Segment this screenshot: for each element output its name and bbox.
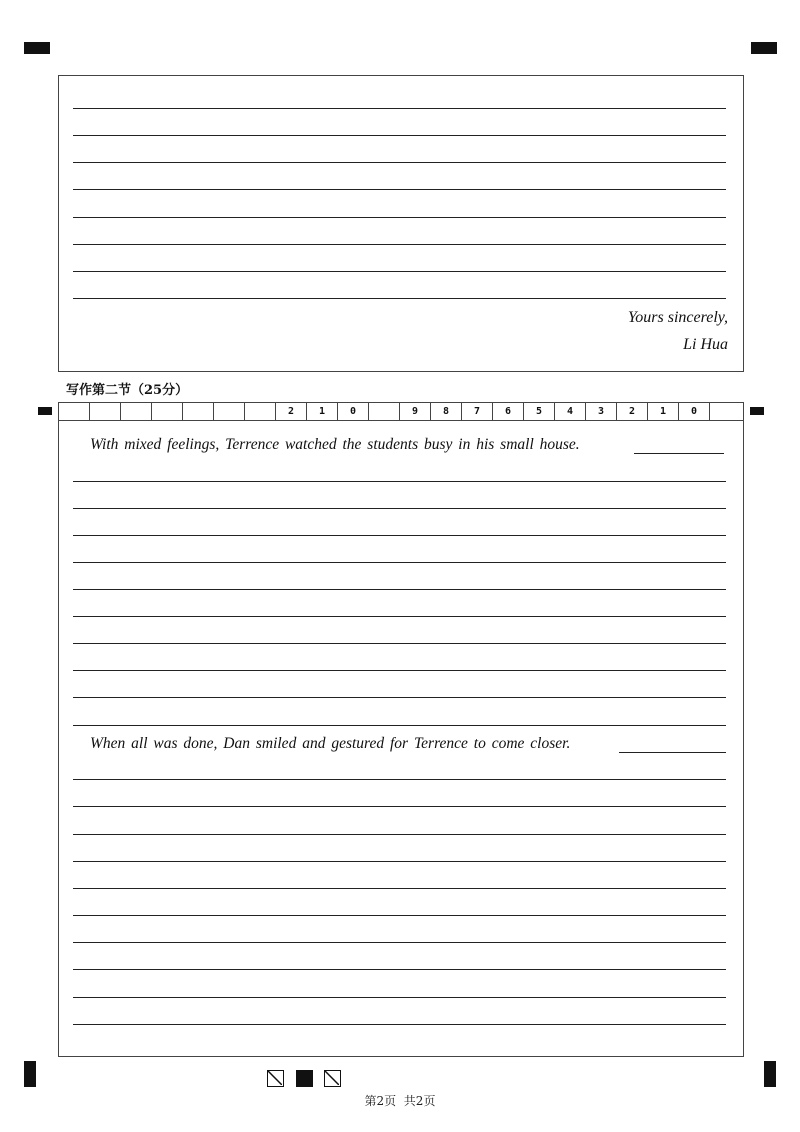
letter-closing: Yours sincerely, (627, 309, 728, 326)
score-cell[interactable]: 8 (431, 403, 462, 420)
writing-line[interactable] (73, 643, 726, 644)
score-cell[interactable] (59, 403, 90, 420)
page-code-slashed-square-icon (324, 1070, 341, 1087)
score-cell[interactable] (245, 403, 276, 420)
registration-mark-bottom-right (764, 1061, 776, 1087)
paragraph-one-prompt: With mixed feelings, Terrence watched the students busy in his small house. (90, 436, 580, 453)
writing-line[interactable] (73, 481, 726, 482)
score-cell[interactable]: 9 (400, 403, 431, 420)
writing-line[interactable] (73, 135, 726, 136)
prompt-blank-line[interactable] (634, 453, 724, 454)
score-cell[interactable] (90, 403, 121, 420)
score-cell[interactable]: 5 (524, 403, 555, 420)
writing-line[interactable] (73, 670, 726, 671)
writing-line[interactable] (73, 562, 726, 563)
score-cell[interactable] (710, 403, 743, 420)
writing-line[interactable] (73, 997, 726, 998)
registration-mark-mid-left (38, 407, 52, 415)
score-cell[interactable]: 0 (338, 403, 369, 420)
score-cell[interactable]: 3 (586, 403, 617, 420)
page-code-slashed-square-icon (267, 1070, 284, 1087)
writing-line[interactable] (73, 888, 726, 889)
writing-line[interactable] (73, 244, 726, 245)
page-code-filled-square-icon (296, 1070, 313, 1087)
writing-line[interactable] (73, 942, 726, 943)
writing-line[interactable] (73, 616, 726, 617)
score-cell[interactable]: 2 (276, 403, 307, 420)
writing-line[interactable] (73, 969, 726, 970)
writing-line[interactable] (73, 806, 726, 807)
writing-line[interactable] (73, 834, 726, 835)
score-cell[interactable] (369, 403, 400, 420)
writing-line[interactable] (73, 915, 726, 916)
score-cell[interactable]: 1 (307, 403, 338, 420)
letter-answer-box (58, 75, 744, 372)
score-cell[interactable]: 2 (617, 403, 648, 420)
writing-line[interactable] (73, 108, 726, 109)
paragraph-two-prompt: When all was done, Dan smiled and gestured for Terrence to come closer. (90, 735, 571, 752)
registration-mark-mid-right (750, 407, 764, 415)
score-cell[interactable] (183, 403, 214, 420)
section-title: 写作第二节（25分） (66, 383, 189, 398)
registration-mark-bottom-left (24, 1061, 36, 1087)
writing-line[interactable] (73, 779, 726, 780)
writing-line[interactable] (73, 725, 726, 726)
registration-mark-top-right (751, 42, 777, 54)
page-number: 第2页 共2页 (364, 1094, 436, 1108)
writing-line[interactable] (73, 217, 726, 218)
writing-line[interactable] (73, 189, 726, 190)
score-cell[interactable] (214, 403, 245, 420)
score-grid (58, 402, 744, 421)
letter-signature: Li Hua (683, 336, 728, 353)
writing-line[interactable] (73, 298, 726, 299)
score-cell[interactable]: 1 (648, 403, 679, 420)
writing-line[interactable] (73, 162, 726, 163)
writing-line[interactable] (73, 535, 726, 536)
score-cell[interactable] (152, 403, 183, 420)
writing-line[interactable] (73, 1024, 726, 1025)
score-cell[interactable]: 7 (462, 403, 493, 420)
writing-line[interactable] (73, 861, 726, 862)
score-cell[interactable]: 6 (493, 403, 524, 420)
score-cell[interactable]: 4 (555, 403, 586, 420)
writing-line[interactable] (73, 697, 726, 698)
prompt-blank-line[interactable] (619, 752, 726, 753)
writing-line[interactable] (73, 508, 726, 509)
writing-line[interactable] (73, 271, 726, 272)
score-cell[interactable]: 0 (679, 403, 710, 420)
writing-line[interactable] (73, 589, 726, 590)
score-cell[interactable] (121, 403, 152, 420)
registration-mark-top-left (24, 42, 50, 54)
